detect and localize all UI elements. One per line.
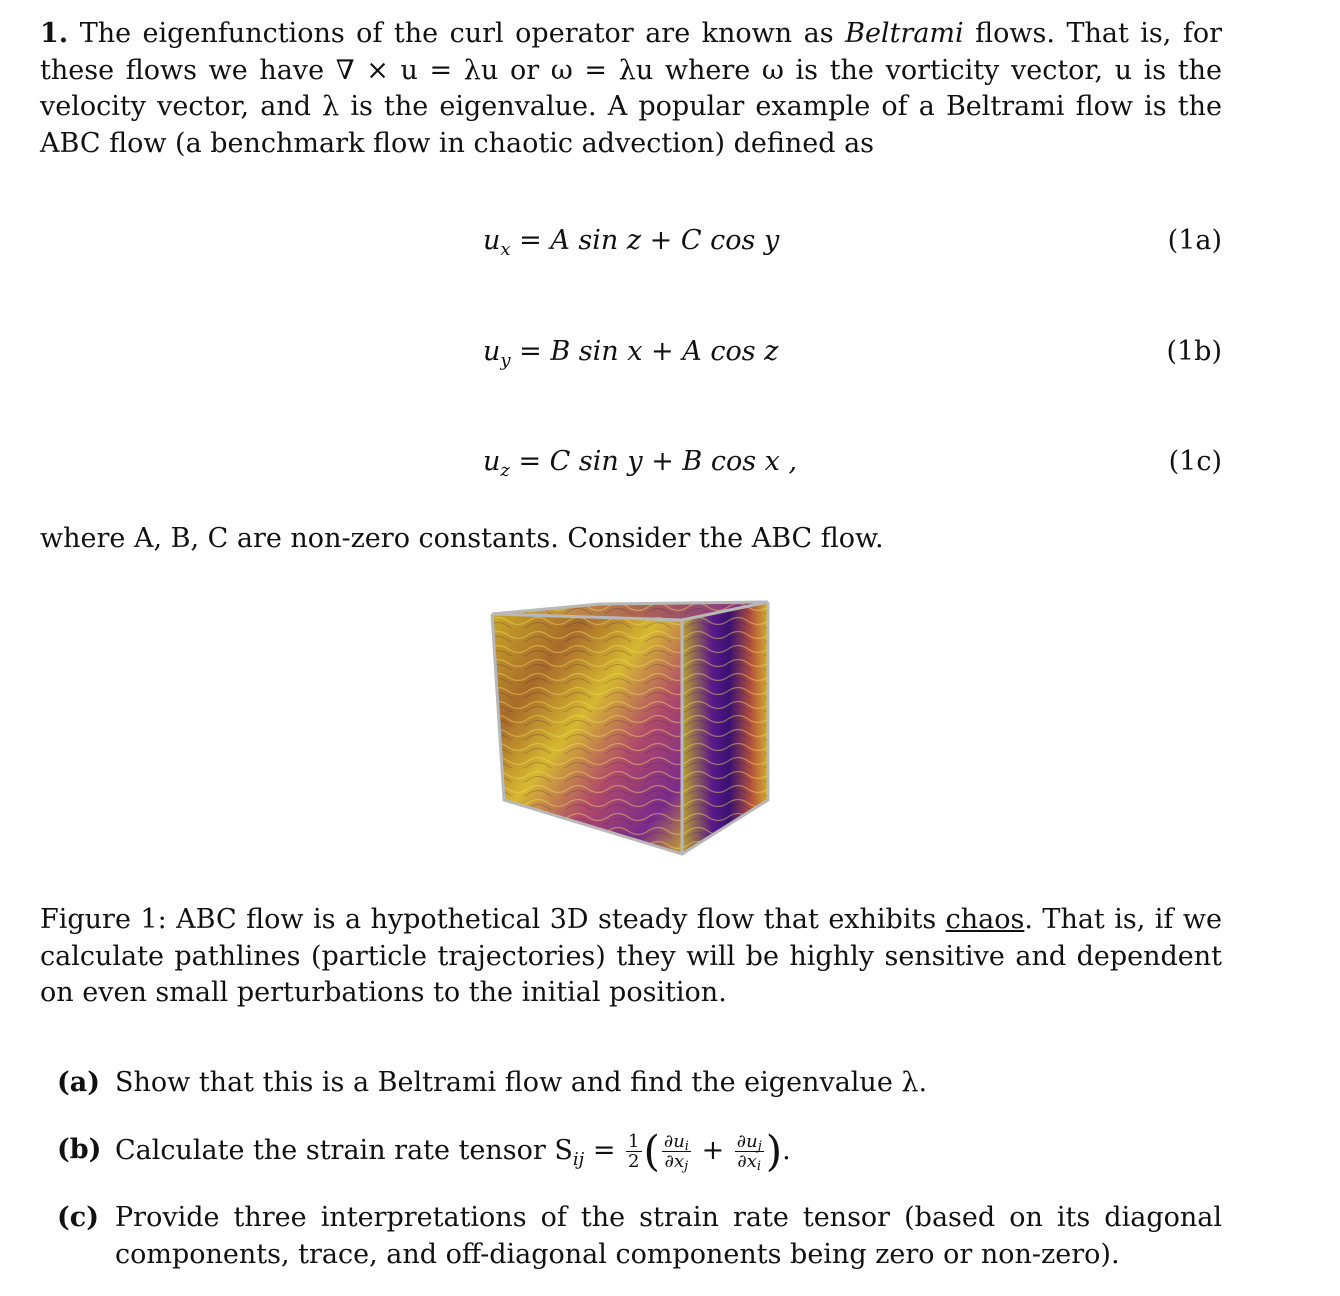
half-bot: 2 bbox=[628, 1151, 640, 1172]
eq-lhs: u bbox=[483, 225, 501, 256]
eq-lhs: u bbox=[483, 336, 501, 367]
after-equations-text: where A, B, C are non-zero constants. Consider the ABC flow. bbox=[40, 523, 884, 554]
eq-sub: z bbox=[500, 460, 510, 481]
part-text: Provide three interpretations of the strain rate tensor (based on its diagonal components, trace, and off-diagonal components being zero or non-zero). bbox=[115, 1202, 1222, 1270]
frac1-top-sub: i bbox=[684, 1139, 689, 1154]
caption-prefix: Figure 1: bbox=[40, 904, 177, 935]
problem-number: 1. bbox=[40, 18, 69, 49]
frac2-top-sub: j bbox=[757, 1139, 762, 1154]
equation-1b bbox=[0, 336, 1340, 376]
eq-sub: y bbox=[500, 350, 511, 371]
eq-rhs: = C sin y + B cos x , bbox=[509, 446, 798, 477]
intro-text-c: where ω is the vorticity vector, u is the velocity vector, and λ is the eigenvalue. A popular example of a Beltrami flow is the ABC flow (a benchmark flow in chaotic advection) defined as bbox=[40, 54, 1223, 159]
intro-math: ∇ × u = λu or ω = λu bbox=[335, 54, 654, 86]
caption-text-b: . That is, if we calculate pathlines (particle trajectories) they will be highly sensitive and dependent on even small perturbations to the initial position. bbox=[40, 904, 1222, 1008]
equation-number: (1a) bbox=[1167, 225, 1222, 256]
part-b-text: Calculate the strain rate tensor S bbox=[115, 1135, 573, 1166]
eq-rhs: = B sin x + A cos z bbox=[510, 336, 779, 367]
equation-number: (1b) bbox=[1166, 336, 1222, 367]
intro-beltrami: Beltrami bbox=[845, 18, 964, 49]
frac2-bot-sub: i bbox=[756, 1159, 762, 1174]
half-top: 1 bbox=[628, 1131, 640, 1152]
eq-rhs: = A sin z + C cos y bbox=[510, 225, 780, 256]
fraction-1 bbox=[662, 1131, 691, 1174]
problem-intro bbox=[40, 16, 1222, 162]
part-label: (c) bbox=[57, 1202, 99, 1233]
chaos-link[interactable]: chaos bbox=[945, 904, 1025, 935]
eq-lhs: u bbox=[483, 446, 501, 477]
part-text: Calculate the strain rate tensor $S_{ij}$ = $\frac{1}{2}$ ( $\frac{\partial u_i}{\partial x_j}$ + $\frac{\partial u_j}{\partial x_i}$ ). bbox=[115, 1126, 791, 1176]
eq-sub: x bbox=[500, 239, 511, 260]
part-b-end: . bbox=[782, 1135, 791, 1166]
abc-flow-cube-figure bbox=[488, 600, 778, 860]
frac1-bot-sub: j bbox=[684, 1159, 689, 1174]
part-text: Show that this is a Beltrami flow and find the eigenvalue λ. bbox=[115, 1067, 928, 1098]
frac2-bot: ∂x bbox=[737, 1151, 757, 1172]
frac1-top: ∂u bbox=[663, 1131, 685, 1152]
equation-1c bbox=[0, 446, 1340, 486]
fraction-2 bbox=[735, 1131, 764, 1174]
half-fraction bbox=[626, 1132, 641, 1171]
plus-sign: + bbox=[701, 1135, 725, 1166]
part-label: (a) bbox=[57, 1067, 101, 1098]
frac2-top: ∂u bbox=[736, 1131, 758, 1152]
cube-image bbox=[488, 600, 778, 860]
part-label: (b) bbox=[57, 1134, 102, 1165]
figure-caption bbox=[40, 902, 1222, 1012]
part-b-equals: = bbox=[584, 1135, 625, 1166]
intro-text-b: flows. That is, for these flows we have bbox=[40, 18, 1222, 86]
equation-1a bbox=[0, 225, 1340, 265]
frac1-bot: ∂x bbox=[664, 1151, 685, 1172]
equation-number: (1c) bbox=[1168, 446, 1222, 477]
part-b-sub: ij bbox=[572, 1149, 585, 1170]
intro-text-a: The eigenfunctions of the curl operator are known as bbox=[79, 18, 846, 49]
caption-text-a: ABC flow is a hypothetical 3D steady flow that exhibits bbox=[176, 904, 946, 935]
